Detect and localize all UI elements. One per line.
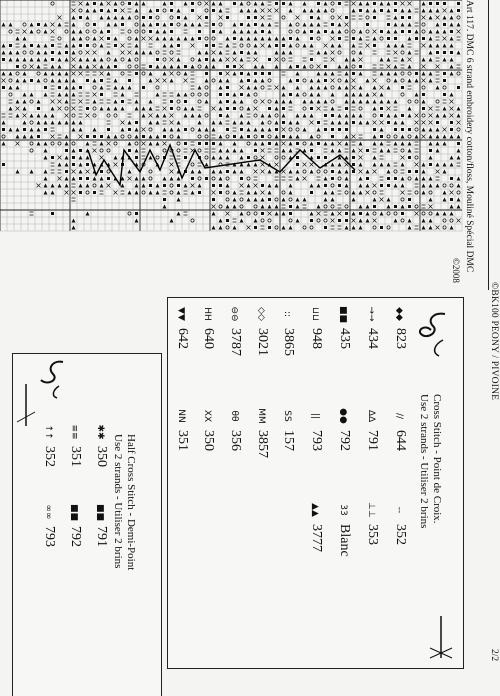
stitch-symbol: ▼▼ — [176, 307, 186, 321]
stitch-symbol: MM — [256, 408, 266, 424]
list-item — [227, 306, 245, 356]
stitch-symbol: ●● — [338, 408, 348, 424]
stitch-symbol: ΔΔ — [366, 409, 376, 423]
list-item — [67, 504, 85, 547]
list-item — [93, 504, 111, 547]
dmc-code: 356 — [228, 430, 243, 451]
stitch-symbol: ∞∞ — [43, 504, 53, 520]
dmc-code: 351 — [68, 446, 83, 467]
needle-thread-icon — [35, 358, 67, 400]
cross-stitch-heading: Cross Stitch - Point de Croix. — [431, 394, 443, 524]
dmc-code: 352 — [393, 524, 408, 545]
list-item — [336, 408, 354, 451]
list-item — [200, 408, 218, 451]
chart-grid — [0, 0, 475, 255]
cross-stitch-icon — [426, 614, 456, 660]
stitch-symbol: || — [310, 412, 320, 420]
list-item — [174, 408, 192, 451]
list-item — [336, 502, 354, 557]
chart-grid-svg — [0, 0, 475, 255]
half-stitch-heading: Half Cross Stitch - Demi-Point — [125, 434, 137, 571]
dmc-code: 435 — [337, 328, 352, 349]
stitch-symbol: SS — [282, 410, 292, 422]
list-item — [67, 424, 85, 467]
dmc-code: 3777 — [309, 524, 324, 552]
cross-stitch-key — [167, 297, 464, 669]
stitch-symbol: ◇◇ — [256, 307, 266, 321]
dmc-code: 352 — [42, 446, 57, 467]
stitch-symbol: ⊔⊔ — [310, 306, 320, 322]
dmc-code: 640 — [201, 328, 216, 349]
list-item — [280, 306, 298, 356]
stitch-symbol: ↑↑ — [43, 424, 53, 440]
list-item — [364, 502, 382, 545]
dmc-code: 791 — [94, 526, 109, 547]
stitch-symbol: θθ — [229, 410, 239, 422]
list-item — [227, 408, 245, 451]
half-stitch-icon — [15, 382, 37, 428]
dmc-code: 353 — [365, 524, 380, 545]
list-item — [336, 306, 354, 349]
dmc-code: 791 — [365, 430, 380, 451]
dmc-code: 434 — [365, 328, 380, 349]
stitch-symbol: ■■ — [95, 504, 105, 522]
needle-thread-icon — [413, 310, 453, 360]
pattern-title: ©BK100 PEONY / PIVOINE — [489, 282, 499, 401]
stitch-symbol: ⊥⊥ — [366, 502, 376, 518]
half-stitch-subheading: Use 2 strands - Utiliser 2 brins — [112, 434, 124, 569]
page-number: 2/2 — [489, 649, 499, 662]
dmc-code: 3857 — [255, 430, 270, 458]
dmc-code: 351 — [175, 430, 190, 451]
stitch-symbol: NN — [176, 409, 186, 423]
copyright-notice: ©2008 — [451, 258, 461, 283]
dmc-code: 350 — [94, 446, 109, 467]
dmc-code: 642 — [175, 328, 190, 349]
list-item — [392, 306, 410, 349]
list-item — [308, 306, 326, 349]
list-item — [280, 408, 298, 451]
grid-lines — [0, 0, 462, 231]
dmc-code: 793 — [42, 526, 57, 547]
list-item — [392, 408, 410, 451]
dmc-code: 792 — [337, 430, 352, 451]
stitch-symbol: ▲▲ — [310, 503, 320, 517]
list-item — [392, 502, 410, 545]
stitch-symbol: ■■ — [338, 306, 348, 324]
list-item — [200, 306, 218, 349]
list-item — [308, 502, 326, 552]
list-item — [174, 306, 192, 349]
list-item — [308, 408, 326, 451]
stitch-symbol: →→ — [366, 306, 376, 322]
stitch-symbol: 33 — [338, 504, 348, 516]
dmc-code: 792 — [68, 526, 83, 547]
list-item — [41, 424, 59, 467]
dmc-code: 823 — [393, 328, 408, 349]
stitch-symbol: -- — [394, 506, 404, 514]
dmc-code: 3021 — [255, 328, 270, 356]
dmc-code: 948 — [309, 328, 324, 349]
dmc-code: 3865 — [281, 328, 296, 356]
dmc-code: 350 — [201, 430, 216, 451]
stitch-symbol: ■■ — [69, 504, 79, 522]
margin-line — [488, 0, 489, 290]
stitch-symbol: ⊖⊖ — [229, 306, 239, 322]
stitch-symbol: :: — [282, 310, 292, 318]
stitch-symbol: ✱✱ — [95, 424, 105, 440]
cross-stitch-subheading: Use 2 strands - Utiliser 2 brins — [418, 394, 430, 529]
list-item — [41, 504, 59, 547]
half-stitch-key — [12, 353, 162, 696]
list-item — [93, 424, 111, 467]
stitch-symbol: XX — [202, 409, 212, 423]
list-item — [254, 408, 272, 458]
stitch-symbol: // — [394, 412, 404, 420]
dmc-code: 644 — [393, 430, 408, 451]
dmc-code: Blanc — [337, 524, 352, 557]
list-item — [364, 306, 382, 349]
dmc-code: 157 — [281, 430, 296, 451]
list-item — [254, 306, 272, 356]
dmc-code: 793 — [309, 430, 324, 451]
stitch-symbol: HH — [202, 307, 212, 321]
stitch-symbol: ≡≡ — [69, 424, 79, 440]
thread-credit: Art 117. DMC 6 strand embroidery cotton/floss, Mouliné Spécial DMC — [464, 0, 474, 273]
stitch-symbol: ◆◆ — [394, 307, 404, 321]
dmc-code: 3787 — [228, 328, 243, 356]
list-item — [364, 408, 382, 451]
